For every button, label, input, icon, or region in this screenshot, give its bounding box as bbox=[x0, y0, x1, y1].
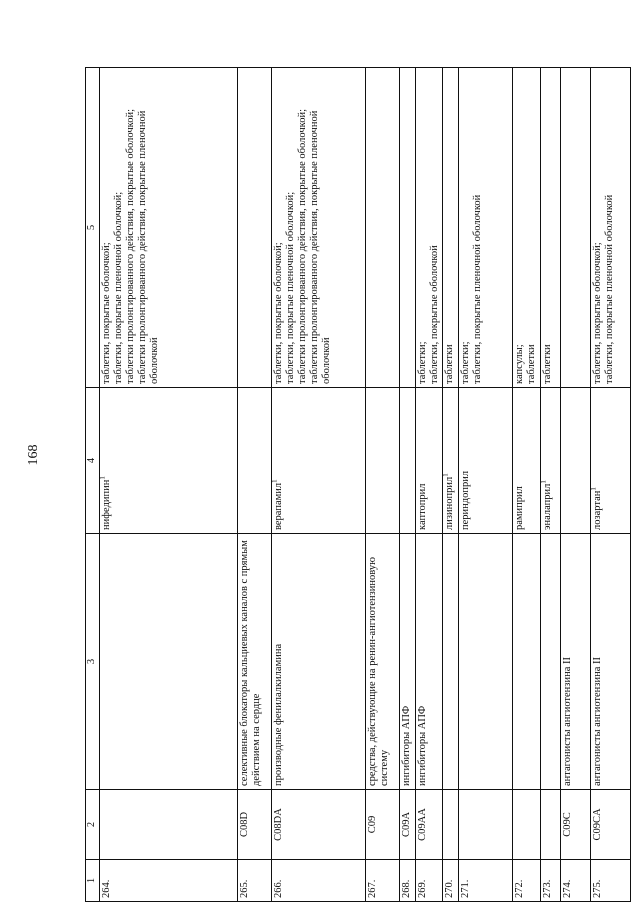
group-name-cell: производные фенилалкиламина bbox=[272, 534, 366, 790]
group-name-cell bbox=[100, 534, 238, 790]
drug-name-cell bbox=[416, 388, 443, 534]
dosage-form-line: таблетки, покрытые пленочной оболочкой; bbox=[113, 191, 125, 384]
drug-name-cell bbox=[443, 388, 459, 534]
atc-code-cell bbox=[541, 790, 561, 860]
page-number: 168 bbox=[26, 444, 41, 466]
footnote-marker: 1 bbox=[589, 487, 598, 491]
row-number-cell: 273. bbox=[541, 860, 561, 902]
table-viewport bbox=[85, 68, 617, 902]
dosage-forms-cell bbox=[541, 68, 561, 388]
dosage-forms-cell bbox=[459, 68, 513, 388]
dosage-form-line: таблетки, покрытые оболочкой bbox=[429, 245, 441, 384]
dosage-form-line: таблетки, покрытые оболочкой; bbox=[101, 242, 112, 384]
table-row bbox=[561, 68, 591, 902]
group-name-cell bbox=[513, 534, 541, 790]
group-name-cell: ингибиторы АПФ bbox=[416, 534, 443, 790]
dosage-form-line: таблетки bbox=[444, 344, 456, 384]
dosage-form-line: таблетки, покрытые пленочной оболочкой; bbox=[285, 191, 297, 384]
dosage-form-line: таблетки; bbox=[460, 341, 472, 384]
table-row bbox=[400, 68, 416, 902]
table-row bbox=[238, 68, 272, 902]
drug-name-cell bbox=[400, 388, 416, 534]
atc-code-cell bbox=[100, 790, 238, 860]
dosage-form-line: капсулы; bbox=[514, 344, 526, 384]
group-name-cell bbox=[443, 534, 459, 790]
table-row bbox=[513, 68, 541, 902]
table-body bbox=[100, 68, 631, 902]
dosage-form-line: таблетки пролонгированного действия, покрытые оболочкой; bbox=[125, 109, 137, 384]
row-number-cell: 274. bbox=[561, 860, 591, 902]
atc-code-cell bbox=[513, 790, 541, 860]
dosage-form-line: таблетки bbox=[526, 344, 538, 384]
drug-name-cell bbox=[561, 388, 591, 534]
row-number-cell: 266. bbox=[272, 860, 366, 902]
table-row bbox=[443, 68, 459, 902]
atc-code-cell: C09AA bbox=[416, 790, 443, 860]
atc-code-cell: C09A bbox=[400, 790, 416, 860]
table-row bbox=[366, 68, 400, 902]
dosage-forms-cell bbox=[238, 68, 272, 388]
dosage-forms-cell bbox=[561, 68, 591, 388]
atc-code-cell: C08D bbox=[238, 790, 272, 860]
column-header: 4 bbox=[86, 388, 100, 534]
table-row bbox=[416, 68, 443, 902]
group-name-cell: средства, действующие на ренин-ангиотензиновую систему bbox=[366, 534, 400, 790]
table-row bbox=[272, 68, 366, 902]
drug-name-cell bbox=[513, 388, 541, 534]
column-header: 3 bbox=[86, 534, 100, 790]
drug-name: лозартан bbox=[592, 490, 604, 530]
row-number-cell: 267. bbox=[366, 860, 400, 902]
dosage-forms-cell bbox=[443, 68, 459, 388]
column-header: 2 bbox=[86, 790, 100, 860]
drug-name-cell bbox=[238, 388, 272, 534]
group-name-cell: селективные блокаторы кальциевых каналов с прямым действием на сердце bbox=[238, 534, 272, 790]
table-row bbox=[591, 68, 631, 902]
table-header-row bbox=[86, 68, 100, 902]
row-number-cell: 265. bbox=[238, 860, 272, 902]
table-row bbox=[100, 68, 238, 902]
drug-name-cell bbox=[100, 388, 238, 534]
atc-code-cell: C09CA bbox=[591, 790, 631, 860]
dosage-form-line: таблетки, покрытые пленочной оболочкой bbox=[472, 194, 484, 384]
atc-code-cell bbox=[459, 790, 513, 860]
drug-name-cell bbox=[272, 388, 366, 534]
dosage-forms-cell bbox=[416, 68, 443, 388]
rotated-table-container bbox=[85, 68, 617, 902]
dosage-form-line: таблетки bbox=[542, 344, 554, 384]
drug-name: лизиноприл bbox=[444, 476, 456, 530]
atc-code-cell: C09 bbox=[366, 790, 400, 860]
dosage-form-line: таблетки; bbox=[417, 341, 428, 384]
row-number-cell: 270. bbox=[443, 860, 459, 902]
drug-name-cell bbox=[366, 388, 400, 534]
row-number-cell: 269. bbox=[416, 860, 443, 902]
row-number-cell: 264. bbox=[100, 860, 238, 902]
dosage-form-line: таблетки, покрытые пленочной оболочкой bbox=[604, 194, 616, 384]
atc-code-cell: C08DA bbox=[272, 790, 366, 860]
dosage-forms-cell bbox=[400, 68, 416, 388]
dosage-forms-cell bbox=[366, 68, 400, 388]
row-number-cell: 268. bbox=[400, 860, 416, 902]
drug-table bbox=[85, 67, 631, 902]
drug-name-cell bbox=[459, 388, 513, 534]
dosage-form-line: таблетки пролонгированного действия, покрытые пленочной оболочкой bbox=[137, 110, 161, 384]
dosage-form-line: таблетки пролонгированного действия, покрытые оболочкой; bbox=[297, 109, 309, 384]
group-name-cell: ингибиторы АПФ bbox=[400, 534, 416, 790]
atc-code-cell bbox=[443, 790, 459, 860]
drug-name: нифедипин bbox=[101, 479, 112, 530]
dosage-forms-cell bbox=[272, 68, 366, 388]
drug-name-cell bbox=[591, 388, 631, 534]
group-name-cell: антагонисты ангиотензина II bbox=[561, 534, 591, 790]
table-row bbox=[541, 68, 561, 902]
group-name-cell bbox=[541, 534, 561, 790]
group-name-cell: антагонисты ангиотензина II bbox=[591, 534, 631, 790]
dosage-form-line: таблетки пролонгированного действия, покрытые пленочной оболочкой bbox=[309, 110, 333, 384]
column-header: 5 bbox=[86, 68, 100, 388]
dosage-forms-cell bbox=[513, 68, 541, 388]
row-number-cell: 272. bbox=[513, 860, 541, 902]
dosage-forms-cell bbox=[591, 68, 631, 388]
column-header: 1 bbox=[86, 860, 100, 902]
group-name-cell bbox=[459, 534, 513, 790]
table-row bbox=[459, 68, 513, 902]
dosage-forms-cell bbox=[100, 68, 238, 388]
footnote-marker: 1 bbox=[441, 473, 450, 477]
drug-name-cell bbox=[541, 388, 561, 534]
dosage-form-line: таблетки, покрытые оболочкой; bbox=[273, 242, 284, 384]
row-number-cell: 275. bbox=[591, 860, 631, 902]
drug-name: эналаприл bbox=[542, 483, 554, 530]
atc-code-cell: C09C bbox=[561, 790, 591, 860]
drug-name: каптоприл bbox=[417, 483, 428, 530]
footnote-marker: 1 bbox=[270, 479, 279, 483]
dosage-form-line: таблетки, покрытые оболочкой; bbox=[592, 242, 604, 384]
row-number-cell: 271. bbox=[459, 860, 513, 902]
footnote-marker: 1 bbox=[539, 480, 548, 484]
drug-name: верапамил bbox=[273, 482, 284, 530]
footnote-marker: 1 bbox=[98, 476, 107, 480]
drug-name: рамиприл bbox=[514, 486, 526, 530]
drug-name: периндоприл bbox=[460, 470, 472, 530]
